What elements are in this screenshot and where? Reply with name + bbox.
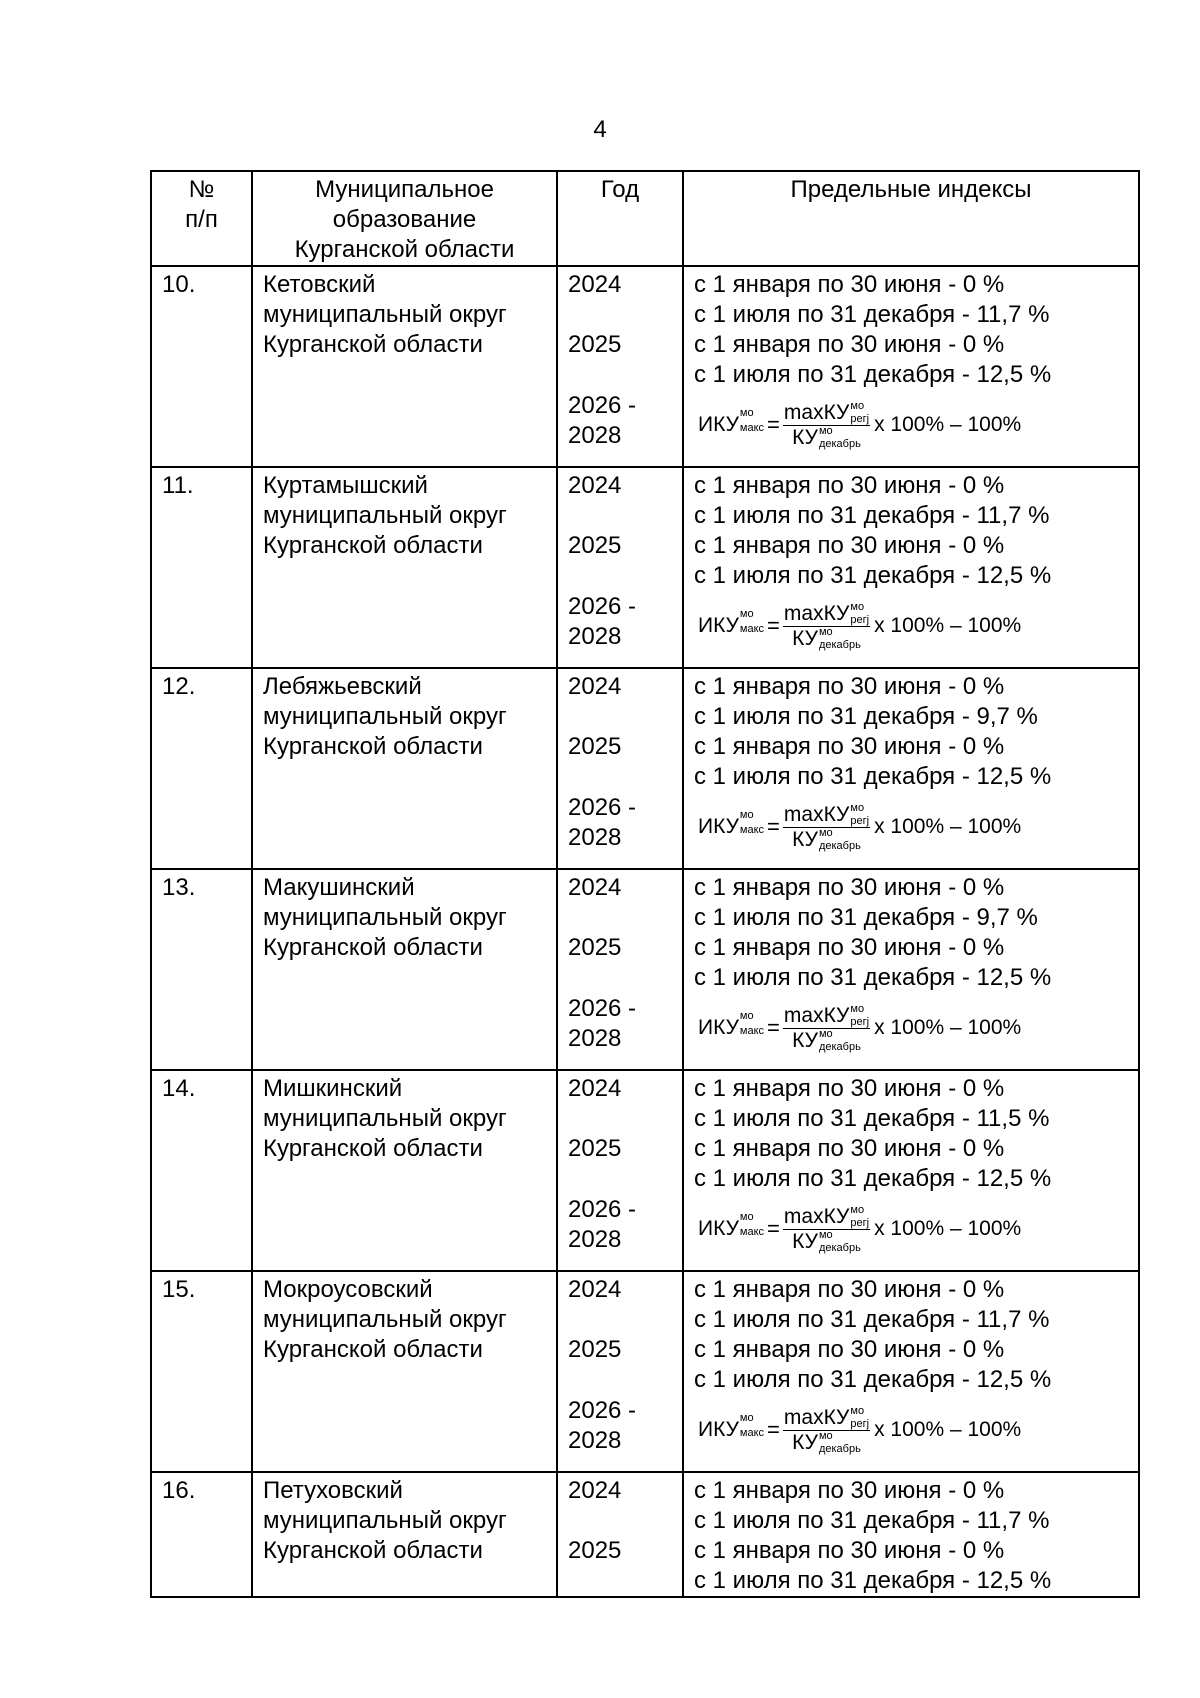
formula-equals: =: [767, 1015, 780, 1040]
year-first: 2024: [568, 874, 622, 901]
formula-num-sub: регj: [850, 814, 870, 827]
price-index-table: [150, 170, 1140, 1598]
formula-fraction: [783, 401, 870, 450]
year-second: 2025: [568, 934, 622, 961]
year-range: [568, 391, 672, 451]
municipality-region: Курганской области: [263, 733, 483, 760]
formula-lhs-symbol: ИКУ: [698, 614, 739, 637]
year-gap: [568, 1365, 672, 1395]
year-cell: [557, 467, 683, 668]
formula-num-symbol: maxКУ: [783, 400, 850, 424]
table-row: [151, 266, 1139, 467]
municipality-region: Курганской области: [263, 934, 483, 961]
formula-numerator: [783, 1004, 870, 1028]
formula-num-sub: регj: [850, 412, 870, 425]
year-gap: [568, 1104, 672, 1134]
formula-lhs: [698, 1412, 765, 1445]
formula-den-symbol: КУ: [792, 1229, 818, 1253]
formula-numerator: [783, 602, 870, 626]
formula-num-sup: мо: [850, 600, 865, 613]
formula-equals: =: [767, 412, 780, 437]
index-line: с 1 января по 30 июня - 0 %: [694, 331, 1005, 358]
formula-tail: x 100% – 100%: [874, 815, 1022, 838]
municipality-region: Курганской области: [263, 331, 483, 358]
municipality-name: Кетовский: [263, 271, 376, 298]
formula-equals: =: [767, 1417, 780, 1442]
year-gap: [568, 360, 672, 390]
formula-lhs-sub: макс: [739, 623, 765, 635]
formula-num-sup: мо: [850, 1203, 865, 1216]
row-number: 16.: [151, 1472, 252, 1597]
year-gap: [568, 903, 672, 933]
index-line: с 1 января по 30 июня - 0 %: [694, 271, 1005, 298]
municipality-name: Петуховский: [263, 1477, 403, 1504]
year-range: [568, 1195, 672, 1255]
year-gap: [568, 561, 672, 591]
municipality-cell: [252, 1271, 557, 1472]
year-gap: [568, 1506, 672, 1536]
index-line: с 1 января по 30 июня - 0 %: [694, 1477, 1005, 1504]
formula-numerator: [783, 803, 870, 827]
year-cell: [557, 869, 683, 1070]
row-number: 15.: [151, 1271, 252, 1472]
formula-fraction: [783, 1406, 870, 1455]
year-range-end: 2028: [568, 422, 622, 449]
formula-den-sub: декабрь: [818, 1241, 861, 1254]
formula-num-sup: мо: [850, 399, 865, 412]
formula-lhs-symbol: ИКУ: [698, 1217, 739, 1240]
year-first: 2024: [568, 673, 622, 700]
formula-num-symbol: maxКУ: [783, 802, 850, 826]
municipality-type: муниципальный округ: [263, 904, 507, 931]
formula-den-symbol: КУ: [792, 626, 818, 650]
index-line: с 1 июля по 31 декабря - 12,5 %: [694, 763, 1052, 790]
formula-denominator: [791, 1029, 862, 1053]
header-municipality-line1: Муниципальное: [315, 176, 494, 203]
index-line: с 1 января по 30 июня - 0 %: [694, 1336, 1005, 1363]
index-line: с 1 июля по 31 декабря - 12,5 %: [694, 562, 1052, 589]
year-second: 2025: [568, 532, 622, 559]
formula-lhs-sup: мо: [739, 809, 754, 821]
header-num: [151, 171, 252, 266]
formula-lhs-sup: мо: [739, 1010, 754, 1022]
formula: [694, 1197, 1128, 1261]
formula-numerator: [783, 401, 870, 425]
year-gap: [568, 1305, 672, 1335]
formula-denominator: [791, 426, 862, 450]
formula-tail: x 100% – 100%: [874, 413, 1022, 436]
municipality-region: Курганской области: [263, 1135, 483, 1162]
formula-den-sub: декабрь: [818, 1040, 861, 1053]
year-range-end: 2028: [568, 623, 622, 650]
table-row: [151, 668, 1139, 869]
municipality-region: Курганской области: [263, 1537, 483, 1564]
year-cell: [557, 266, 683, 467]
year-first: 2024: [568, 271, 622, 298]
formula-lhs-sup: мо: [739, 407, 754, 419]
year-first: 2024: [568, 472, 622, 499]
formula-lhs: [698, 1010, 765, 1043]
formula-den-sub: декабрь: [818, 1442, 861, 1455]
municipality-cell: [252, 266, 557, 467]
year-cell: [557, 668, 683, 869]
formula-num-symbol: maxКУ: [783, 1003, 850, 1027]
formula-den-symbol: КУ: [792, 1028, 818, 1052]
formula-denominator: [791, 627, 862, 651]
header-municipality-line3: Курганской области: [294, 236, 515, 263]
header-year: Год: [557, 171, 683, 266]
year-range-start: 2026 -: [568, 794, 637, 821]
year-cell: [557, 1070, 683, 1271]
header-indices: Предельные индексы: [683, 171, 1139, 266]
formula-lhs: [698, 1211, 765, 1244]
indices-cell: [683, 467, 1139, 668]
index-line: с 1 июля по 31 декабря - 9,7 %: [694, 904, 1038, 931]
year-gap: [568, 1164, 672, 1194]
formula-den-sup: мо: [818, 1027, 833, 1040]
year-first: 2024: [568, 1477, 622, 1504]
year-range-end: 2028: [568, 1427, 622, 1454]
formula-tail: x 100% – 100%: [874, 1418, 1022, 1441]
municipality-name: Мокроусовский: [263, 1276, 433, 1303]
formula-equals: =: [767, 613, 780, 638]
formula-lhs-symbol: ИКУ: [698, 413, 739, 436]
indices-cell: [683, 1070, 1139, 1271]
year-gap: [568, 501, 672, 531]
formula-tail: x 100% – 100%: [874, 1217, 1022, 1240]
index-line: с 1 июля по 31 декабря - 11,7 %: [694, 502, 1050, 529]
year-cell: [557, 1271, 683, 1472]
table-header-row: [151, 171, 1139, 266]
formula-tail: x 100% – 100%: [874, 614, 1022, 637]
formula-lhs: [698, 608, 765, 641]
index-line: с 1 января по 30 июня - 0 %: [694, 472, 1005, 499]
year-range: [568, 994, 672, 1054]
formula-lhs-symbol: ИКУ: [698, 815, 739, 838]
index-line: с 1 июля по 31 декабря - 11,7 %: [694, 301, 1050, 328]
formula-denominator: [791, 828, 862, 852]
year-range: [568, 592, 672, 652]
index-line: с 1 января по 30 июня - 0 %: [694, 733, 1005, 760]
formula-num-symbol: maxКУ: [783, 1405, 850, 1429]
formula-denominator: [791, 1431, 862, 1455]
formula: [694, 393, 1128, 457]
formula-lhs-sup: мо: [739, 1412, 754, 1424]
indices-cell: [683, 869, 1139, 1070]
formula-den-sup: мо: [818, 1228, 833, 1241]
municipality-type: муниципальный округ: [263, 1306, 507, 1333]
formula-lhs-sup: мо: [739, 608, 754, 620]
index-line: с 1 января по 30 июня - 0 %: [694, 874, 1005, 901]
formula-equals: =: [767, 1216, 780, 1241]
indices-cell: [683, 1271, 1139, 1472]
municipality-type: муниципальный округ: [263, 1507, 507, 1534]
index-line: с 1 января по 30 июня - 0 %: [694, 1075, 1005, 1102]
municipality-name: Мишкинский: [263, 1075, 403, 1102]
year-range-start: 2026 -: [568, 1397, 637, 1424]
formula-fraction: [783, 803, 870, 852]
header-num-line1: №: [188, 176, 215, 203]
index-line: с 1 января по 30 июня - 0 %: [694, 934, 1005, 961]
formula-num-sub: регj: [850, 1216, 870, 1229]
formula-den-sup: мо: [818, 826, 833, 839]
municipality-type: муниципальный округ: [263, 301, 507, 328]
formula-lhs-sub: макс: [739, 824, 765, 836]
header-num-line2: п/п: [185, 206, 218, 233]
year-gap: [568, 702, 672, 732]
index-line: с 1 января по 30 июня - 0 %: [694, 1135, 1005, 1162]
formula-lhs-sub: макс: [739, 422, 765, 434]
index-line: с 1 января по 30 июня - 0 %: [694, 532, 1005, 559]
municipality-cell: [252, 1472, 557, 1597]
formula-num-sup: мо: [850, 1002, 865, 1015]
formula-lhs-symbol: ИКУ: [698, 1418, 739, 1441]
municipality-name: Макушинский: [263, 874, 415, 901]
year-range: [568, 1396, 672, 1456]
year-first: 2024: [568, 1276, 622, 1303]
index-line: с 1 января по 30 июня - 0 %: [694, 1276, 1005, 1303]
municipality-type: муниципальный округ: [263, 502, 507, 529]
year-range-start: 2026 -: [568, 593, 637, 620]
municipality-type: муниципальный округ: [263, 1105, 507, 1132]
table-row: [151, 1070, 1139, 1271]
formula-numerator: [783, 1205, 870, 1229]
index-line: с 1 июля по 31 декабря - 12,5 %: [694, 361, 1052, 388]
formula-num-symbol: maxКУ: [783, 601, 850, 625]
formula-num-sup: мо: [850, 1404, 865, 1417]
indices-cell: [683, 668, 1139, 869]
formula-fraction: [783, 602, 870, 651]
index-line: с 1 января по 30 июня - 0 %: [694, 1537, 1005, 1564]
index-line: с 1 июля по 31 декабря - 11,7 %: [694, 1306, 1050, 1333]
header-municipality: [252, 171, 557, 266]
index-line: с 1 июля по 31 декабря - 9,7 %: [694, 703, 1038, 730]
formula: [694, 1398, 1128, 1462]
page-number: 4: [593, 116, 607, 143]
year-range-end: 2028: [568, 824, 622, 851]
table-row: [151, 869, 1139, 1070]
formula-tail: x 100% – 100%: [874, 1016, 1022, 1039]
formula-lhs-symbol: ИКУ: [698, 1016, 739, 1039]
row-number: 11.: [151, 467, 252, 668]
municipality-cell: [252, 869, 557, 1070]
formula-den-sup: мо: [818, 424, 833, 437]
formula-fraction: [783, 1205, 870, 1254]
formula-den-sup: мо: [818, 625, 833, 638]
indices-cell: [683, 1472, 1139, 1597]
year-second: 2025: [568, 1336, 622, 1363]
year-second: 2025: [568, 1537, 622, 1564]
municipality-name: Лебяжьевский: [263, 673, 422, 700]
formula-denominator: [791, 1230, 862, 1254]
formula-den-symbol: КУ: [792, 425, 818, 449]
formula-numerator: [783, 1406, 870, 1430]
formula-den-sub: декабрь: [818, 839, 861, 852]
index-line: с 1 июля по 31 декабря - 11,5 %: [694, 1105, 1050, 1132]
table-row: [151, 467, 1139, 668]
formula-den-symbol: КУ: [792, 827, 818, 851]
year-range-start: 2026 -: [568, 392, 637, 419]
formula-lhs: [698, 809, 765, 842]
municipality-region: Курганской области: [263, 532, 483, 559]
formula-num-symbol: maxКУ: [783, 1204, 850, 1228]
index-line: с 1 июля по 31 декабря - 12,5 %: [694, 964, 1052, 991]
year-second: 2025: [568, 733, 622, 760]
year-range: [568, 793, 672, 853]
formula-num-sub: регj: [850, 613, 870, 626]
row-number: 10.: [151, 266, 252, 467]
formula-num-sup: мо: [850, 801, 865, 814]
formula-num-sub: регj: [850, 1417, 870, 1430]
year-second: 2025: [568, 331, 622, 358]
index-line: с 1 января по 30 июня - 0 %: [694, 673, 1005, 700]
index-line: с 1 июля по 31 декабря - 12,5 %: [694, 1567, 1052, 1594]
year-cell: [557, 1472, 683, 1597]
year-gap: [568, 963, 672, 993]
row-number: 13.: [151, 869, 252, 1070]
municipality-cell: [252, 1070, 557, 1271]
index-line: с 1 июля по 31 декабря - 11,7 %: [694, 1507, 1050, 1534]
formula-lhs-sup: мо: [739, 1211, 754, 1223]
formula-fraction: [783, 1004, 870, 1053]
formula: [694, 594, 1128, 658]
index-line: с 1 июля по 31 декабря - 12,5 %: [694, 1165, 1052, 1192]
year-range-start: 2026 -: [568, 995, 637, 1022]
year-gap: [568, 300, 672, 330]
formula-lhs-sub: макс: [739, 1226, 765, 1238]
year-gap: [568, 762, 672, 792]
year-second: 2025: [568, 1135, 622, 1162]
formula-den-symbol: КУ: [792, 1430, 818, 1454]
formula-lhs-sub: макс: [739, 1427, 765, 1439]
formula-den-sup: мо: [818, 1429, 833, 1442]
municipality-type: муниципальный округ: [263, 703, 507, 730]
municipality-name: Куртамышский: [263, 472, 428, 499]
table-row: [151, 1271, 1139, 1472]
year-range-end: 2028: [568, 1226, 622, 1253]
formula: [694, 996, 1128, 1060]
municipality-cell: [252, 467, 557, 668]
formula-num-sub: регj: [850, 1015, 870, 1028]
municipality-region: Курганской области: [263, 1336, 483, 1363]
year-range-start: 2026 -: [568, 1196, 637, 1223]
formula: [694, 795, 1128, 859]
formula-equals: =: [767, 814, 780, 839]
index-line: с 1 июля по 31 декабря - 12,5 %: [694, 1366, 1052, 1393]
municipality-cell: [252, 668, 557, 869]
indices-cell: [683, 266, 1139, 467]
header-municipality-line2: образование: [332, 206, 477, 233]
table-row: [151, 1472, 1139, 1597]
formula-den-sub: декабрь: [818, 437, 861, 450]
row-number: 12.: [151, 668, 252, 869]
formula-den-sub: декабрь: [818, 638, 861, 651]
year-first: 2024: [568, 1075, 622, 1102]
year-range-end: 2028: [568, 1025, 622, 1052]
formula-lhs: [698, 407, 765, 440]
formula-lhs-sub: макс: [739, 1025, 765, 1037]
row-number: 14.: [151, 1070, 252, 1271]
